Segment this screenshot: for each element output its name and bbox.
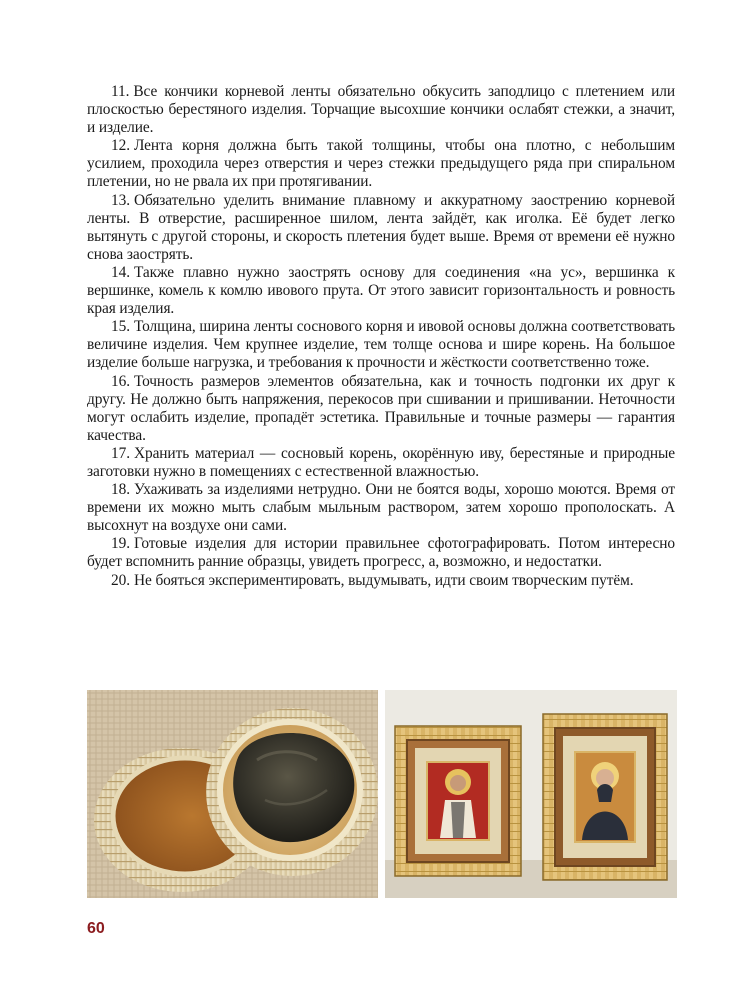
paragraph-17 [87, 445, 675, 481]
paragraph-13 [87, 192, 675, 264]
paragraph-16 [87, 373, 675, 445]
paragraph-number: 15. [111, 318, 130, 336]
paragraph-15 [87, 318, 675, 372]
paragraph-text: Готовые изделия для истории правильнее сфотографировать. Потом интересно будет вспомнить ранние образцы, увидеть прогресс, а, возможно, и недостатки. [87, 535, 675, 571]
paragraph-19 [87, 535, 675, 571]
icon-frames-illustration [385, 690, 677, 898]
paragraph-text: Лента корня должна быть такой толщины, чтобы она плотно, с небольшим усилием, проходила через отверстия и через стежки предыдущего ряда при спиральном плетении, но не рвала их при протягивании. [87, 137, 675, 191]
paragraph-number: 19. [111, 535, 130, 553]
body-text [87, 83, 675, 590]
photo-woven-box [87, 690, 378, 898]
paragraph-number: 12. [111, 137, 130, 155]
paragraph-number: 11. [111, 83, 130, 100]
woven-box-illustration [87, 690, 378, 898]
paragraph-14 [87, 264, 675, 318]
page-number: 60 [87, 920, 105, 937]
paragraph-number: 14. [111, 263, 130, 281]
paragraph-text: Ухаживать за изделиями нетрудно. Они не боятся воды, хорошо моются. Время от времени их можно мыть слабым мыльным раствором, затем хорошо прополоскать. А высохнут на воздухе они сами. [87, 481, 675, 535]
icon-frame-left [395, 726, 521, 876]
paragraph-number: 13. [111, 191, 130, 209]
paragraph-11 [87, 83, 675, 137]
paragraph-12 [87, 137, 675, 191]
paragraph-text: Точность размеров элементов обязательна, как и точность подгонки их друг к другу. Не должно быть напряжения, перекосов при сшивании и пришивании. Неточности могут ослабить изделие, пропадёт эстетика. Правильные и точные размеры — гарантия качества. [87, 372, 675, 444]
paragraph-number: 17. [111, 444, 130, 462]
paragraph-text: Не бояться экспериментировать, выдумывать, идти своим творческим путём. [133, 571, 634, 589]
paragraph-20 [87, 572, 675, 590]
paragraph-text: Хранить материал — сосновый корень, окорённую иву, берестяные и природные заготовки нужно в помещениях с естественной влажностью. [87, 444, 675, 480]
paragraph-number: 20. [111, 571, 130, 589]
photo-icon-frames [385, 690, 677, 898]
paragraph-text: Также плавно нужно заострять основу для соединения «на ус», вершинка к вершинке, комель к комлю ивового прута. От этого зависит горизонтальность и ровность края изделия. [87, 263, 675, 318]
paragraph-18 [87, 481, 675, 535]
paragraph-text: Толщина, ширина ленты соснового корня и ивовой основы должна соответствовать величине изделия. Чем крупнее изделие, тем толще основа и шире корень. На большое изделие больше нагрузка, и требования к прочности и жёсткости соответственно тоже. [87, 318, 675, 372]
paragraph-text: Обязательно уделить внимание плавному и аккуратному заострению корневой ленты. В отверстие, расширенное шилом, лента зайдёт, как иголка. Её будет легко вытянуть с другой стороны, и скорость плетения будет выше. Время от времени её нужно снова заострять. [87, 191, 675, 263]
paragraph-text: Все кончики корневой ленты обязательно обкусить заподлицо с плетением или плоскостью берестяного изделия. Торчащие высохшие кончики ослабят стежки, а значит, и изделие. [87, 83, 675, 137]
icon-frame-right [543, 714, 667, 880]
paragraph-number: 18. [111, 481, 130, 499]
paragraph-number: 16. [111, 372, 130, 390]
